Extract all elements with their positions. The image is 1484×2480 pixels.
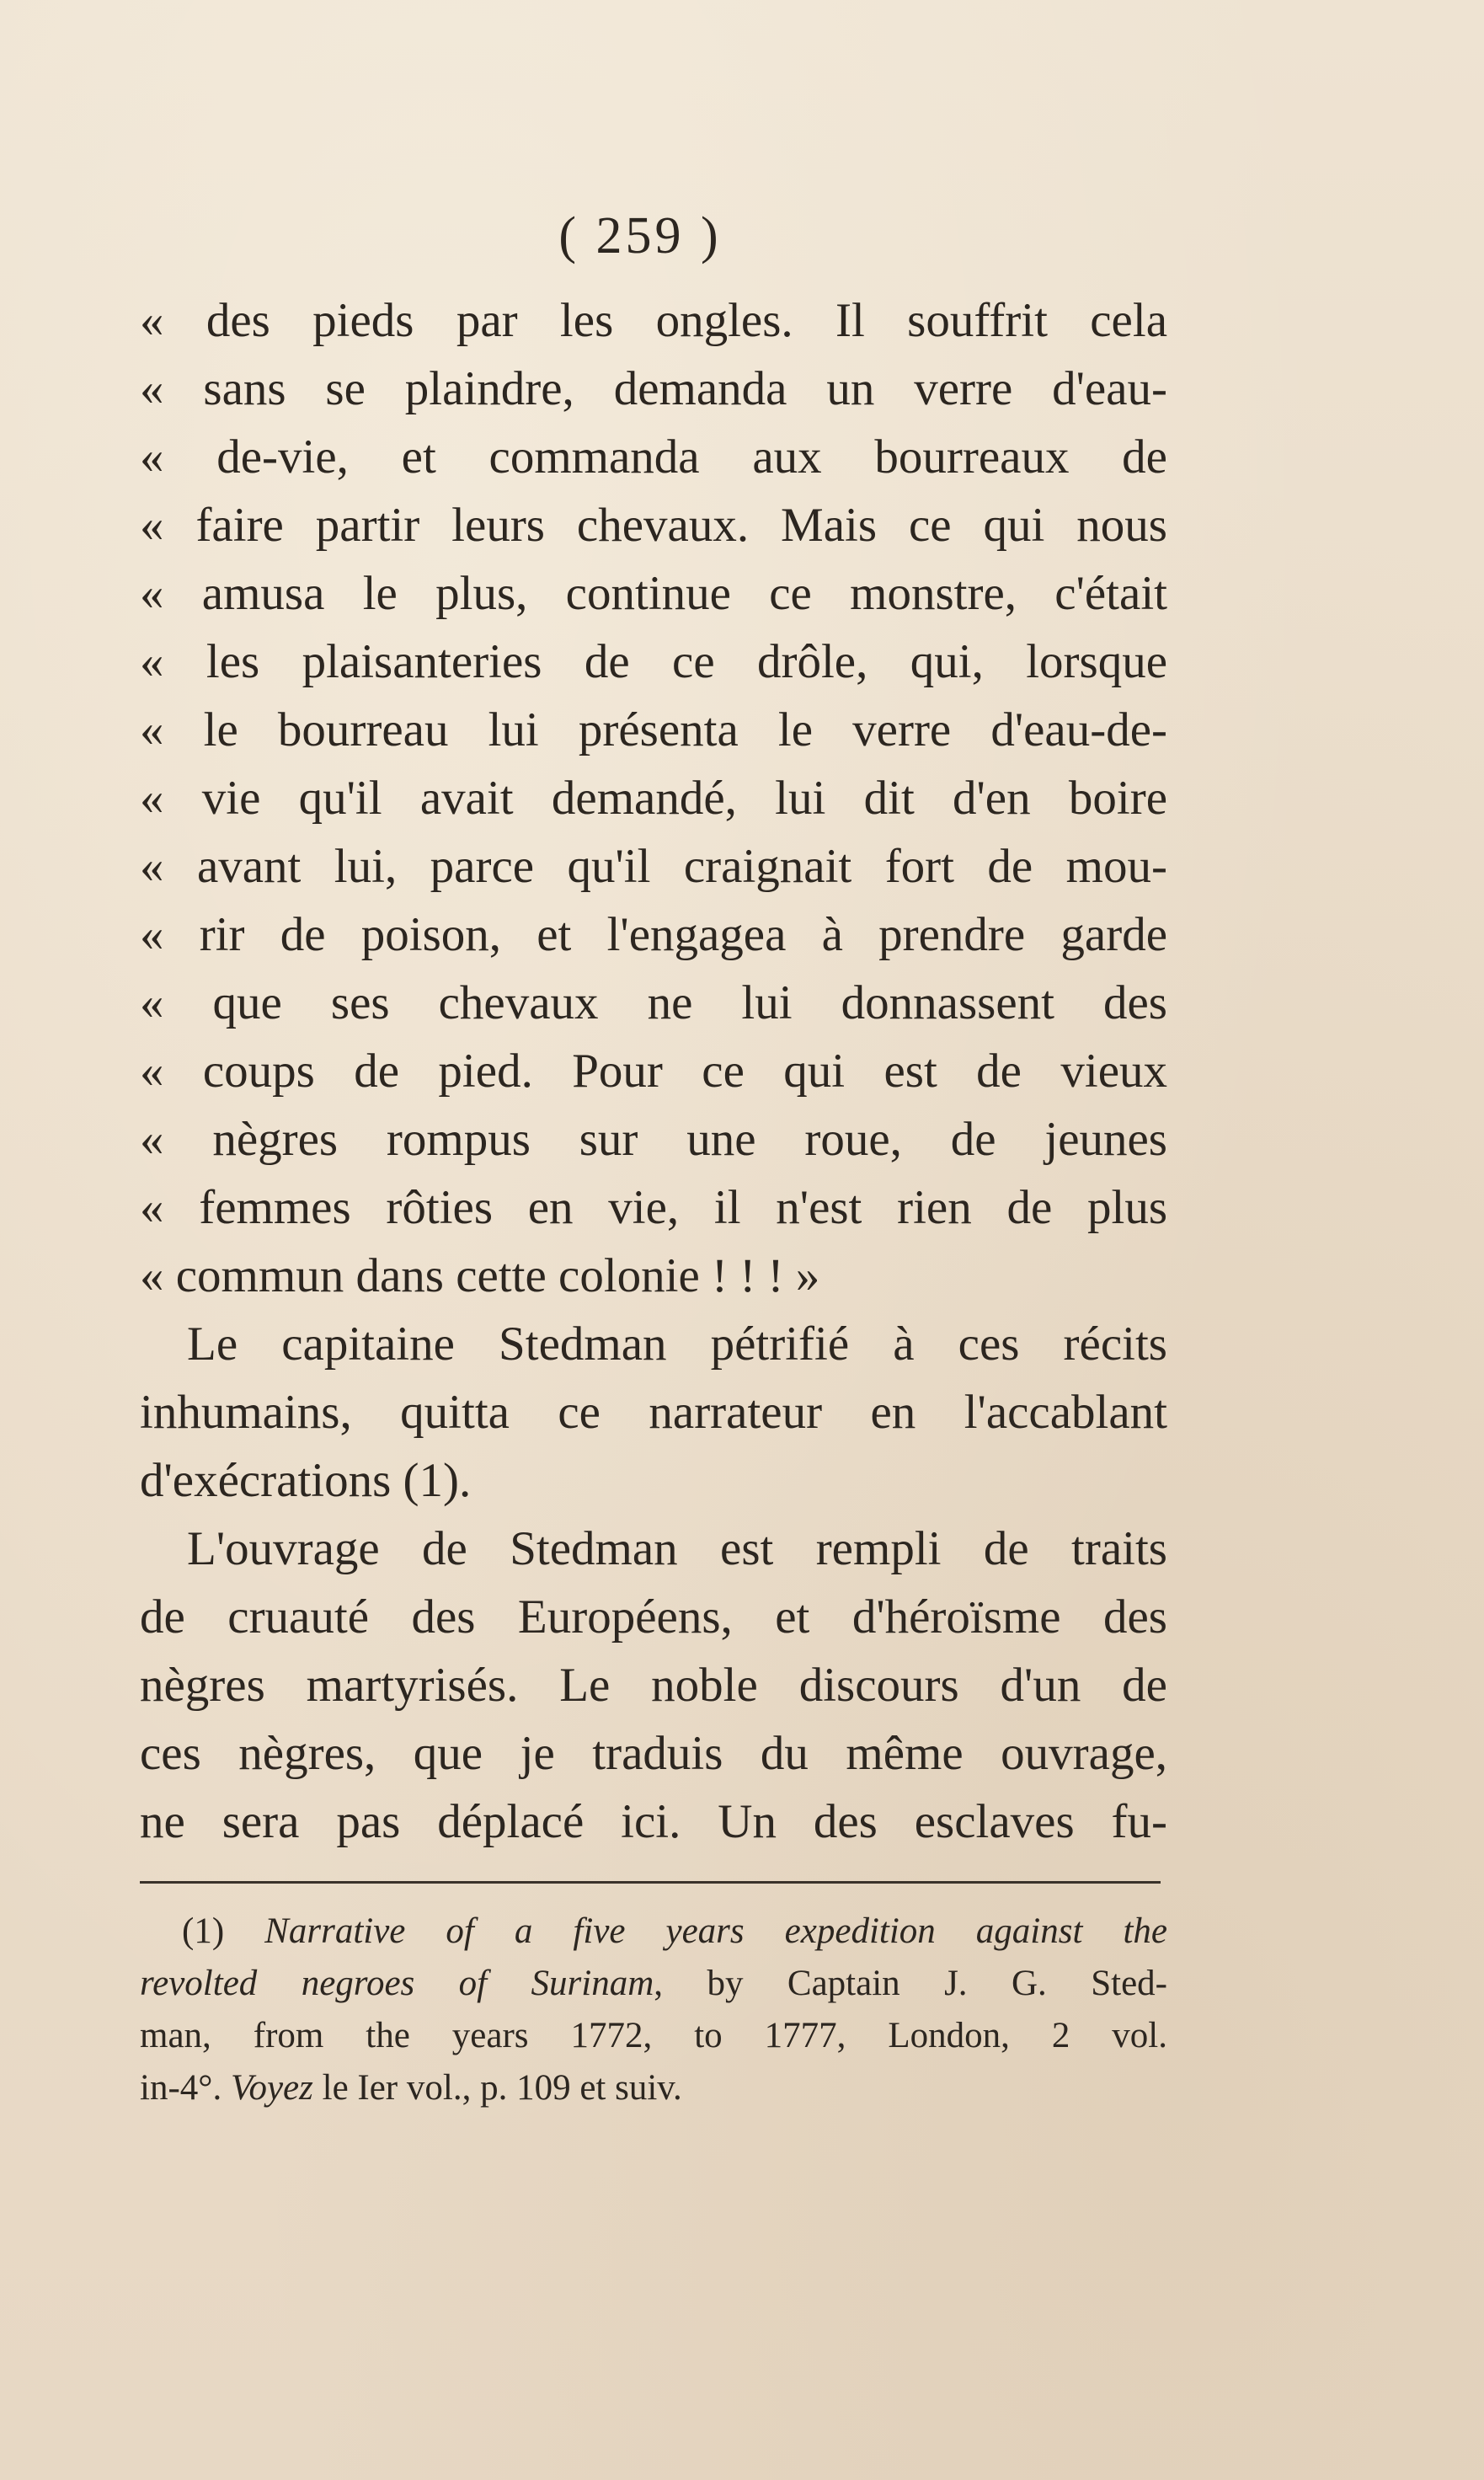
text-line: nègres martyrisés. Le noble discours d'un de: [140, 1659, 1167, 1712]
text-line: ces nègres, que je traduis du même ouvrage,: [140, 1727, 1167, 1780]
footnote-line: [140, 1905, 1167, 1958]
footnote-see: Voyez: [230, 2068, 313, 2108]
text-line: ne sera pas déplacé ici. Un des esclaves fu-: [140, 1795, 1167, 1848]
footnote-line: [140, 2062, 1167, 2114]
footnote-line: [140, 1958, 1167, 2010]
footnote-title-cont: revolted negroes of Surinam: [140, 1964, 654, 2003]
paragraph-start-line: L'ouvrage de Stedman est rempli de traits: [187, 1522, 1167, 1575]
footnote-format: in-4°.: [140, 2068, 222, 2108]
footnote-line: man, from the years 1772, to 1777, London, 2 vol.: [140, 2016, 1167, 2055]
text-line: « coups de pied. Pour ce qui est de vieux: [140, 1045, 1167, 1098]
page-number: ( 259 ): [558, 207, 722, 265]
text-line: « commun dans cette colonie ! ! ! »: [140, 1249, 820, 1302]
text-line: « rir de poison, et l'engagea à prendre garde: [140, 908, 1167, 961]
text-line: « vie qu'il avait demandé, lui dit d'en boire: [140, 772, 1167, 825]
footnote-divider: [140, 1881, 1161, 1884]
paragraph-start-line: Le capitaine Stedman pétrifié à ces récits: [187, 1318, 1167, 1371]
footnote-author: , by Captain J. G. Sted-: [654, 1964, 1167, 2003]
text-line: « amusa le plus, continue ce monstre, c'était: [140, 567, 1167, 620]
text-line: « que ses chevaux ne lui donnassent des: [140, 976, 1167, 1029]
footnote-reference: le Ier vol., p. 109 et suiv.: [322, 2068, 682, 2108]
text-line: « nègres rompus sur une roue, de jeunes: [140, 1113, 1167, 1166]
text-line: « des pieds par les ongles. Il souffrit cela: [140, 294, 1167, 347]
text-line: inhumains, quitta ce narrateur en l'accablant: [140, 1386, 1167, 1439]
text-line: « femmes rôties en vie, il n'est rien de plus: [140, 1181, 1167, 1234]
footnote-title: Narrative of a five years expedition against the: [264, 1911, 1167, 1951]
text-line: « de-vie, et commanda aux bourreaux de: [140, 430, 1167, 484]
text-line: « faire partir leurs chevaux. Mais ce qui nous: [140, 499, 1167, 552]
text-line: « sans se plaindre, demanda un verre d'eau-: [140, 362, 1167, 415]
footnote-marker: (1): [182, 1911, 225, 1951]
text-line: « le bourreau lui présenta le verre d'eau-de-: [140, 703, 1167, 756]
footnote: [140, 1905, 1167, 2114]
text-line: « les plaisanteries de ce drôle, qui, lorsque: [140, 635, 1167, 688]
text-line: de cruauté des Européens, et d'héroïsme des: [140, 1590, 1167, 1644]
text-line: d'exécrations (1).: [140, 1454, 472, 1507]
body-text: [140, 286, 1167, 1856]
text-line: « avant lui, parce qu'il craignait fort de mou-: [140, 840, 1167, 893]
